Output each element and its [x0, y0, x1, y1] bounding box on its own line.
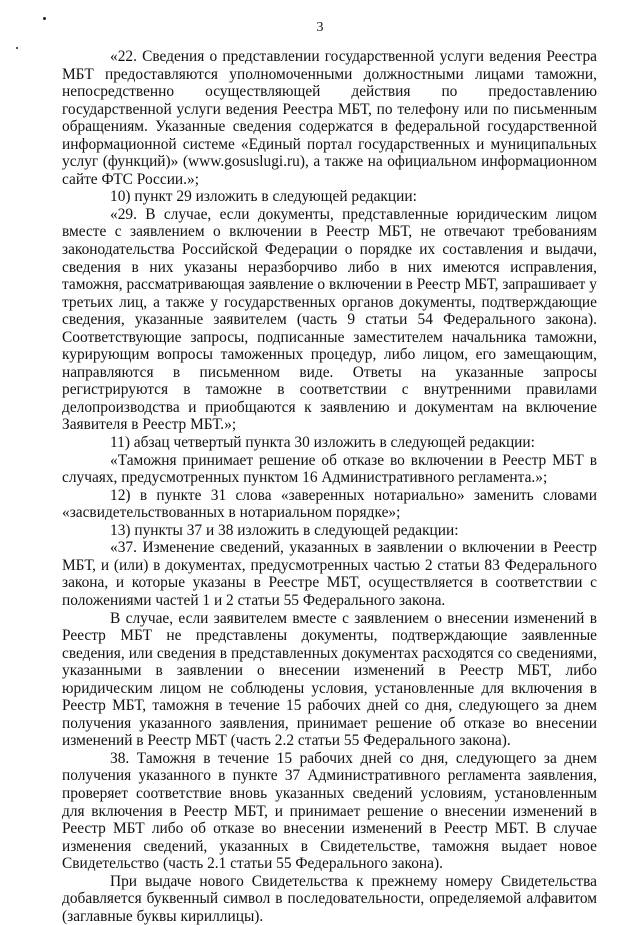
- paragraph-item-37-part-2: В случае, если заявителем вместе с заявлением о внесении изменений в Реестр МБТ не представлены документы, подтверждающие заявленные сведения, или сведения в представленных документах расходятся со сведениями, указанными в заявлении о внесении изменений в Реестр МБТ, либо юридическим лицом не соблюдены условия, установленные для включения в Реестр МБТ, таможня в течение 15 рабочих дней со дня, следующего за днем получения указанного заявления, принимает решение об отказе во внесении изменений в Реестр МБТ (часть 2.2 статьи 55 Федерального закона).: [62, 609, 597, 750]
- paragraph-item-38: 38. Таможня в течение 15 рабочих дней со дня, следующего за днем получения указанного в пункте 37 Административного регламента заявления, проверяет соответствие вновь указанных сведений условиям, установленным для включения в Реестр МБТ, и принимает решение о внесении изменений в Реестр МБТ либо об отказе во внесении изменений в Реестр МБТ. В случае изменения сведений, указанных в Свидетельстве, таможня выдает новое Свидетельство (часть 2.1 статьи 55 Федерального закона).: [62, 749, 597, 873]
- paragraph-item-38-part-2: При выдаче нового Свидетельства к прежнему номеру Свидетельства добавляется буквенный символ в последовательности, определяемой алфавитом (заглавные буквы кириллицы).: [62, 872, 597, 925]
- paragraph-amendment-13: 13) пункты 37 и 38 изложить в следующей редакции:: [110, 521, 459, 539]
- paragraph-amendment-12: 12) в пункте 31 слова «заверенных нотариально» заменить словами «засвидетельствованных в нотариальном порядке»;: [62, 486, 597, 522]
- paragraph-item-22: «22. Сведения о представлении государственной услуги ведения Реестра МБТ предоставляются уполномоченными должностными лицами таможни, непосредственно осуществляющей действия по предоставлению государственной услуги ведения Реестра МБТ, по телефону или по письменным обращениям. Указанные сведения содержатся в федеральной государственной информационной системе «Единый портал государственных и муниципальных услуг (функций)» (www.gosuslugi.ru), а также на официальном информационном сайте ФТС России.»;: [62, 48, 597, 188]
- page-number: 3: [316, 20, 324, 35]
- document-body: [62, 48, 597, 925]
- paragraph-amendment-11: 11) абзац четвертый пункта 30 изложить в следующей редакции:: [110, 434, 535, 452]
- scan-speck: [16, 47, 18, 49]
- paragraph-item-29: «29. В случае, если документы, представленные юридическим лицом вместе с заявлением о включении в Реестр МБТ, не отвечают требованиям законодательства Российской Федерации о порядке их составления и выдачи, сведения в них указаны неразборчиво либо в них имеются исправления, таможня, рассматривающая заявление о включении в Реестр МБТ, запрашивает у третьих лиц, а также у государственных органов документы, подтверждающие сведения, указанные заявителем (часть 9 статьи 54 Федерального закона). Соответствующие запросы, подписанные заместителем начальника таможни, курирующим вопросы таможенных процедур, либо лицом, его замещающим, направляются в письменном виде. Ответы на указанные запросы регистрируются в таможне в соответствии с внутренними правилами делопроизводства и приобщаются к заявлению и документам на включение Заявителя в Реестр МБТ.»;: [62, 205, 597, 434]
- paragraph-item-30-text: «Таможня принимает решение об отказе во включении в Реестр МБТ в случаях, предусмотренных пунктом 16 Административного регламента.»;: [62, 451, 597, 487]
- paragraph-item-37: «37. Изменение сведений, указанных в заявлении о включении в Реестр МБТ, и (или) в документах, предусмотренных частью 2 статьи 83 Федерального закона, и которые указаны в Реестре МБТ, осуществляется в соответствии с положениями частей 1 и 2 статьи 55 Федерального закона.: [62, 539, 597, 609]
- paragraph-amendment-10: 10) пункт 29 изложить в следующей редакции:: [110, 188, 417, 206]
